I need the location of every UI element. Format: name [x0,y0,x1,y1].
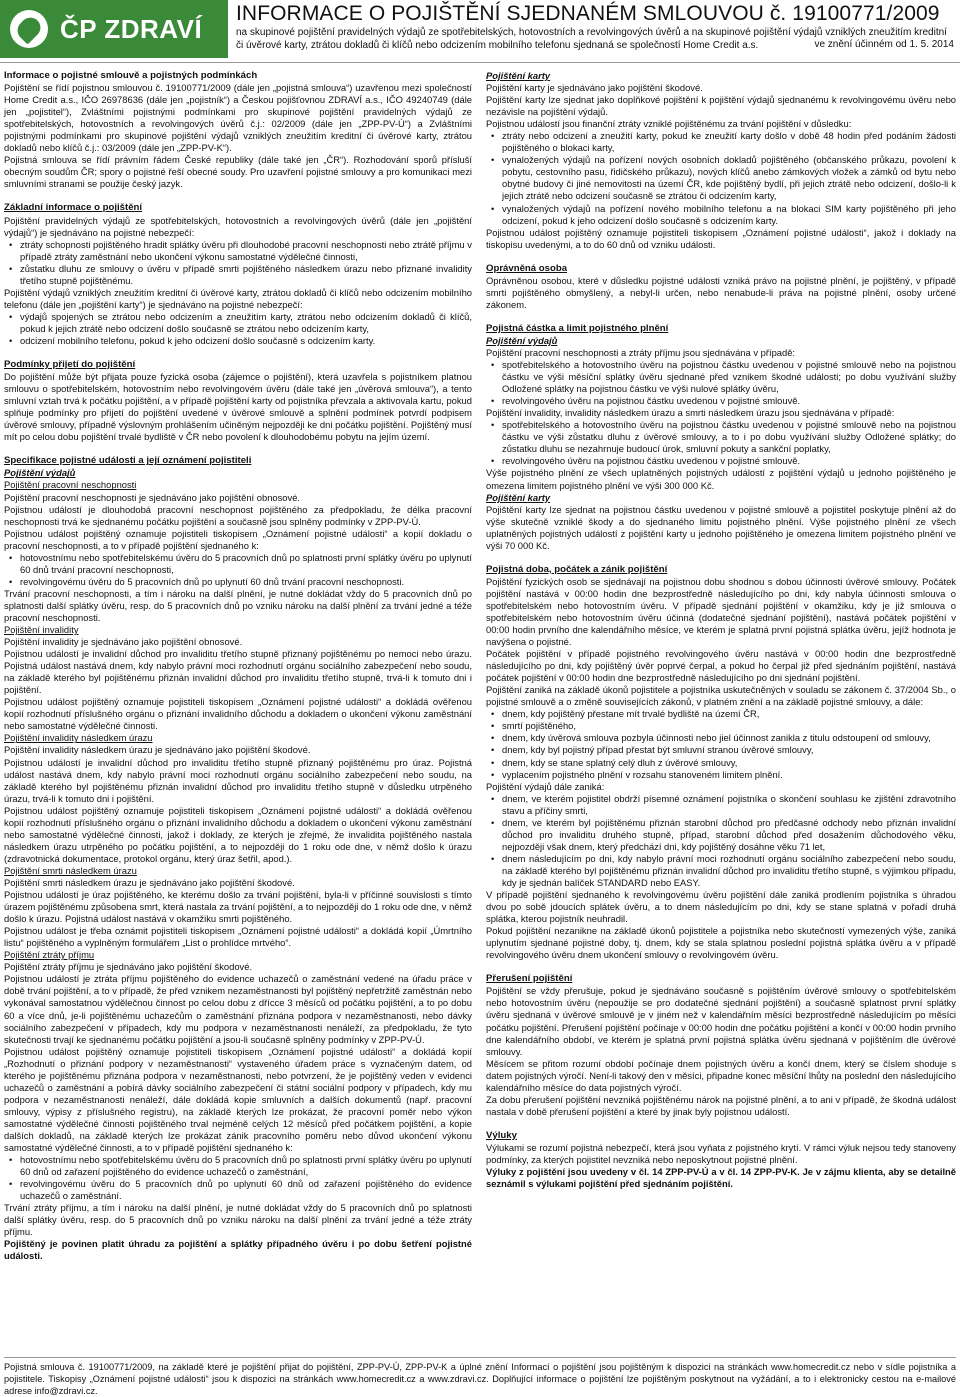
list-item: • výdajů spojených se ztrátou nebo odcizením a zneužitím karty, ztrátou nebo odcizením dokladů či klíčů, pokud k jejich ztrátě nebo odcizení došlo současně se ztrátou nebo odcizením karty, [4,311,472,335]
list-item: • smrtí pojištěného, [486,720,956,732]
list-item: • dnem, kdy pojištěný přestane mít trvalé bydliště na území ČR, [486,708,956,720]
bullet-list [486,419,956,467]
paragraph: Počátek pojištění v případě pojistného revolvingového úvěru nastává v 00:00 hodin dne bezprostředně následujícího po dni, kdy pojištěný úvěr poprvé čerpal, a pokud ho čerpal již před sjednáním pojištění, nastává počátek pojištění v 00:00 hodin dne bezprostředně následujícího po dni sjednání pojištění. [486,648,956,684]
section-title: Specifikace pojistné události a její oznámení pojistiteli [4,455,252,467]
bullet-list [4,1154,472,1202]
paragraph: Pojištění ztráty příjmu je sjednáváno jako pojištění škodové. [4,961,253,973]
paragraph: Pojištění karty lze sjednat na pojistnou částku uvedenou v pojistné smlouvě a pojistitel poskytuje plnění až do výše skutečně vzniklé škody a do sjednaného limitu pojistného plnění. Výše pojistného plnění ze všech uplatněných pojistných událostí z pojištění karty u jednoho pojištěného je omezena limitem pojistného plnění ve výši 70 000 Kč. [486,503,956,551]
logo [0,0,228,58]
paragraph: Pojistnou událostí je ztráta příjmu pojištěného do evidence uchazečů o zaměstnání vedené na úřadu práce v době trvání pojištění, a to v případě, že před vznikem nezaměstnanosti byl pojištěný nepřetržitě zaměstnán nebo vykonával samostatnou výdělečnou činnost po celou dobu z dřícce 3 měsíců od počátku pojištění, a to po dobu 60 a více dnů, je-li pojištěnému uchazečům o zaměstnání přiznána podpora v nezaměstnanosti, nebo dávky sociálního zabezpečení v případech, kdy mu podpora v nezaměstnanosti nenáleží, za předpokladu, že tyto skutečnosti trvají ke sjednanému počátku pojištění a jsou-li současně splněny podmínky v ZPP-PV-Ú. [4,973,472,1045]
bullet-list [4,311,472,347]
section-title: Přerušení pojištění [486,973,573,985]
paragraph: Pojištění invalidity následkem úrazu je sjednáváno jako pojištění škodové. [4,744,311,756]
list-item: • vynaložených výdajů na pořízení nového mobilního telefonu a na blokaci SIM karty pojištěného při jeho odcizení, pokud k jeho odcizení došlo současně s odcizením karty. [486,203,956,227]
paragraph: Výše pojistného plnění ze všech uplatněných pojistných událostí z pojištění výdajů u jednoho pojištěného je omezena limitem pojistného plnění ve výši 300 000 Kč. [486,467,956,491]
paragraph: Pojistnou událostí je invalidní důchod pro invaliditu třetího stupně přiznaný pojištěnému po nemoci nebo úrazu. Pojistná událost nastává dnem, kdy nabylo právní moci rozhodnutí orgánu sociálního zabezpečení nebo soudu, na základě kterého byl pojištěnému přiznán invalidní důchod pro invaliditu třetího stupně, trvá-li k tomuto dni i pojištění. [4,648,472,696]
paragraph: Pojistnou událost pojištěný oznamuje pojistiteli tiskopisem „Oznámení pojistné události“ a kopií dokladu o pracovní neschopnosti, a to v případě pojištění sjednaného k: [4,527,472,551]
bullet-list [486,359,956,407]
paragraph: Pojistnou událostí je úraz pojištěného, ke kterému došlo za trvání pojištění, byla-li v příčinné souvislosti s tímto úrazem pojištěnému způsobena smrt, která nastala za trvání pojištění, a to nejpozději do 1 roku ode dne, v němž došlo k úrazu. Pojistná událost nastává v okamžiku smrti pojištěného. [4,889,472,925]
paragraph: Pojištění karty je sjednáváno jako pojištění škodové. [486,82,703,94]
left-column [4,70,472,1263]
list-item: • dnem, kdy se stane splatný celý dluh z úvěrové smlouvy, [486,757,956,769]
list-item: • dnem následujícím po dni, kdy nabylo právní moci rozhodnutí orgánu sociálního zabezpečení nebo soudu, na základě kterého byl pojištěnému přiznán invalidní důchod pro invaliditu třetího stupně, s výjimkou případu, kdy je sjednán balíček STANDARD nebo EASY. [486,853,956,889]
document-subtitle: na skupinové pojištění pravidelných výdajů ze spotřebitelských, hotovostních a revolvingových úvěrů a na skupinové pojištění výdajů vzniklých zneužitím kreditní či úvěrové karty, ztrátou dokladů či klíčů nebo odcizením mobilního telefonu sjednaná se společností Home Credit a.s. [236,27,947,51]
paragraph: Pojištění pracovní neschopnosti je sjednáváno jako pojištění obnosové. [4,491,301,503]
paragraph: Do pojištění může být přijata pouze fyzická osoba (zájemce o pojištění), která uzavřela s pojistníkem platnou smlouvu o spotřebitelském, hotovostním nebo revolvingovém úvěru (dále také jen „úvěrová smlouva“), a tento smluvní vztah trvá k počátku pojištění, a v případě pojištění karty od pojistníka převzala a aktivovala kartu, pokud splňuje podmínky pro přijetí do pojištění uvedené v úvěrové smlouvě a splnění podmínek potvrdí podpisem úvěrové smlouvy, případně výslovným prohlášením učiněným nejpozději ke dni počátku pojištění. Pojištěný musí mít po celou dobu pojištění trvalé bydliště v ČR nebo povolení k dlouhodobému pobytu na jejím území. [4,371,472,443]
list-item: • ztráty schopnosti pojištěného hradit splátky úvěru při dlouhodobé pracovní neschopnosti nebo ztrátě příjmu v případě ztráty zaměstnání nebo ukončení výkonu samostatné výdělečné činnosti, [4,239,472,263]
paragraph: Pojištění se řídí pojistnou smlouvou č. 19100771/2009 (dále jen „pojistná smlouva“) uzavřenou mezi společností Home Credit a.s., IČO 26978636 (dále jen „pojistník“) a Českou pojišťovnou ZDRAVÍ a.s., IČO 49240749 (dále jen „pojistitel“), Zvláštními pojistnými podmínkami pro skupinové pojištění pravidelných výdajů ze spotřebitelských, hotovostních a revolvingových úvěrů č.j.: 02/2009 (dále jen „ZPP-PV-Ú“) a Zvláštními pojistnými podmínkami pro skupinové pojištění výdajů vzniklých zneužitím kreditní či úvěrové karty, ztrátou dokladů nebo klíčů č.j.: 03/2009 (dále jen „ZPP-PV-K“). [4,82,472,154]
list-item: • dnem, ve kterém pojistitel obdrží písemné oznámení pojistníka o skončení souhlasu ke zjištění zdravotního stavu a příčiny smrti, [486,793,956,817]
section-title: Výluky [486,1129,517,1141]
paragraph: Pojištění invalidity, invalidity následkem úrazu a smrti následkem úrazu jsou sjednávána v případě: [486,407,895,419]
subsection-heading: Pojištění pracovní neschopnosti [4,479,137,491]
paragraph: Oprávněnou osobou, které v důsledku pojistné události vzniká právo na pojistné plnění, je pojištěný, v případě smrti pojištěného obmyšlený, a nebyl-li určen, nebo nenabude-li práva na pojistné plnění, osoby určené zákonem. [486,274,956,310]
paragraph: Trvání ztráty příjmu, a tím i nároku na další plnění, je nutné dokládat vždy do 5 pracovních dnů po splatnosti další splátky úvěru, resp. do 5 pracovních dnů po vzniku nároku na další plnění za trvání jedné a téže ztráty příjmu. [4,1202,472,1238]
right-column [486,70,956,1190]
paragraph: Pojištění zaniká na základě úkonů pojistitele a pojistníka uskutečněných v souladu se zákonem č. 37/2004 Sb., o pojistné smlouvě a o změně souvisejících zákonů, v platném znění a na základě pojistné smlouvy, a dále: [486,684,956,708]
list-item: • dnem, kdy úvěrová smlouva pozbyla účinnosti nebo jiel účinnost zanikla z titulu odstoupení od smlouvy, [486,732,956,744]
list-item: • vynaložených výdajů na pořízení nových osobních dokladů pojištěného (občanského průkazu, povolení k pobytu, cestovního pasu, řidičského průkazu), nových klíčů anebo zámkových vložek a zámků od bytu nebo obytné budovy či jiné nemovitosti na území ČR, kde pojištěný bydlí, při jejich ztrátě nebo odcizení, došlo-li k jejich ztrátě nebo odcizení současně se ztrátou či odcizením karty, [486,154,956,202]
subsection-heading: Pojištění smrti následkem úrazu [4,864,137,876]
logo-text: ČP ZDRAVÍ [60,13,203,44]
section-title: Základní informace o pojištění [4,202,143,214]
list-item: • zůstatku dluhu ze smlouvy o úvěru v případě smrti pojištěného následkem úrazu nebo přiznané invalidity třetího stupně pojištěnému. [4,263,472,287]
bullet-list [4,239,472,287]
paragraph: Pojistnou událostí je invalidní důchod pro invaliditu třetího stupně přiznaný pojištěnému pro úraz. Pojistná událost nastává dnem, kdy nabylo právní moci rozhodnutí orgánu sociálního zabezpečení nebo soudu, na základě kterého byl pojištěnému přiznán invalidní důchod pro invaliditu třetího stupně v důsledku utrpěného úrazu, trvá-li k tomuto dni i pojištění. [4,756,472,804]
subsection-title: Pojištění karty [486,491,551,503]
list-item: • hotovostnímu nebo spotřebitelskému úvěru do 5 pracovních dnů po splatnosti první splátky úvěru po uplynutí 60 dnů od zařazení pojištěného do evidence uchazečů o zaměstnání, [4,1154,472,1178]
paragraph: Pojistná smlouva se řídí právním řádem České republiky (dále také jen „ČR“). Rozhodování sporů přísluší obecným soudům ČR; spory o pojistné řeší obecné soudy. Pro uzavření pojistné smlouvy a pro komunikaci mezi smluvními stranami se použije český jazyk. [4,154,472,190]
paragraph: Pojištění výdajů dále zaniká: [486,780,605,792]
paragraph: Pojistnou událostí je dlouhodobá pracovní neschopnost pojištěného za předpokladu, že délka pracovní neschopnosti trvá ke sjednanému počátku pojištění a současně jsou splněny podmínky v ZPP-PV-Ú. [4,503,472,527]
paragraph: Pojištění pracovní neschopnosti a ztráty příjmu jsou sjednávána v případě: [486,346,796,358]
list-item: • odcizení mobilního telefonu, pokud k jeho odcizení došlo současně s odcizením karty. [4,335,472,347]
paragraph: Pojištění pravidelných výdajů ze spotřebitelských, hotovostních a revolvingových úvěrů (dále jen „pojištění výdajů“) je sjednáváno na pojistné nebezpečí: [4,214,472,238]
header-divider [0,62,960,63]
subsection-title: Pojištění výdajů [486,334,558,346]
list-item: • dnem, kdy byl pojistný případ přestat být smluvní stranou úvěrové smlouvy, [486,744,956,756]
list-item: • vyplacením pojistného plnění v rozsahu stanoveném limitem plnění. [486,769,956,781]
list-item: • spotřebitelského a hotovostního úvěru na pojistnou částku uvedenou v pojistné smlouvě nebo na pojistnou částku ve výši zůstatku dluhu z úvěrové smlouvy, a to i po dobu využívání služby Odložené splátky; do zůstatku dluhu se nezahrnuje budoucí úrok, smluvní pokuty a sankční poplatky, [486,419,956,455]
paragraph: Pojistnou událost pojištěný oznamuje pojistiteli tiskopisem „Oznámení pojistné události“ a dokládá ověřenou kopií rozhodnutí příslušného orgánu o přiznání invalidního důchodu a dokladem o ukončení výkonu zaměstnání nebo samostatné výdělečné činnosti, jakož i doklady, ze kterých je zřejmé, že invalidita pojištěného nastala následkem úrazu utrpěného po počátku pojištění, a to nejpozději do 1 roku ode dne, v němž došlo k úrazu (zdravotnická dokumentace, protokol orgánu, který úraz šetřil, apod.). [4,804,472,864]
page-header [0,0,960,60]
paragraph: Pojištění smrti následkem úrazu je sjednáváno jako pojištění škodové. [4,877,295,888]
subsection-heading: Pojištění invalidity následkem úrazu [4,732,153,744]
bullet-list [486,793,956,889]
section-title: Podmínky přijetí do pojištění [4,359,136,371]
page-footer: Pojistná smlouva č. 19100771/2009, na základě které je pojištění přijat do pojištění, ZPP-PV-Ú, ZPP-PV-K a úplné znění Informací o pojištění jsou pojištěným k dispozici na stránkách www.homecredit.cz nebo v sídle pojistníka a pojistitele. Tiskopisy „Oznámení pojistné události“ jsou k dispozici na stránkách www.homecredit.cz a www.zdravi.cz. Doplňující informace o pojištění lze pojištěným poskytnout na vyžádání, a to i elektronicky cestou na e-mailové adrese info@zdravi.cz. [4,1357,956,1397]
leaf-logo-icon [10,10,48,48]
important-note: Výluky z pojištění jsou uvedeny v čl. 14 ZPP-PV-Ú a v čl. 14 ZPP-PV-K. Je v zájmu klienta, aby se detailně seznámil s výlukami pojištění před sjednáním pojištění. [486,1166,956,1190]
list-item: • revolvingovému úvěru do 5 pracovních dnů po uplynutí 60 dnů trvání pracovní neschopnosti. [4,576,472,588]
list-item: • revolvingového úvěru na pojistnou částku uvedenou v pojistné smlouvě. [486,455,956,467]
section-title: Pojistná doba, počátek a zánik pojištění [486,563,668,575]
list-item: • revolvingového úvěru na pojistnou částku uvedenou v pojistné smlouvě. [486,395,956,407]
section-title: Oprávněná osoba [486,262,568,274]
subsection-heading: Pojištění ztráty příjmu [4,949,95,961]
list-item: • revolvingovému úvěru do 5 pracovních dnů po uplynutí 60 dnů od zařazení pojištěného do evidence uchazečů o zaměstnání. [4,1178,472,1202]
paragraph: Pojištění invalidity je sjednáváno jako pojištění obnosové. [4,636,243,648]
paragraph: Pokud pojištění nezanikne na základě úkonů pojistitele a pojistníka nebo skutečností vymezených výše, zaniká uplynutím sjednané pojistné doby, tj. dnem, kdy se stala splatnou poslední pojistná splátka úvěru a v případě revolvingového úvěru dnem ukončení smlouvy o revolvingovém úvěru. [486,925,956,961]
paragraph: Pojistnou událost pojištěný oznamuje pojistiteli tiskopisem „Oznámení pojistné události“ a dokládá kopií „Rozhodnutí o přiznání podpory v nezaměstnanosti“ vystaveného úřadem práce s vyznačeným datem, od kterého je pojištěnému přiznána podpora v nezaměstnanosti, nebo potvrzení, že je pojištěný veden v evidenci uchazečů o zaměstnání a pobírá dávky sociálního zabezpečení či státní sociální podpory v případech, kdy mu podpora v nezaměstnanosti nenáleží, dále dokládá kopie smluvních a dalších dokumentů (např. pracovní smlouvy, výpisy z příslušného registru), na základě kterých lze prokázat, že pracovní poměr nebo výkon samostatné výdělečné činnosti pojištěného trval nejméně celých 12 měsíců před počátkem pojištění, a kopie dalších dokladů, na základě kterých lze prokázat zánik pracovního poměru nebo důvod ukončení výkonu samostatné výdělečné činnosti, a to v případě pojištění sjednaného k: [4,1045,472,1154]
list-item: • spotřebitelského a hotovostního úvěru na pojistnou částku uvedenou v pojistné smlouvě nebo na pojistnou částku ve výši měsíční splátky úvěru sjednané před vznikem škodné události; po dobu využívání služby Odložené splátky na pojistnou částku ve výši nulové splátky úvěru, [486,359,956,395]
paragraph: Pojištění se vždy přerušuje, pokud je sjednáváno současně s pojištěním úvěrové smlouvy o spotřebitelském nebo hotovostním úvěru (nepoužije se pro dodatečné sjednání pojištění) a současně splatnost první splátky úvěru sjednaná v úvěrové smlouvě je v jiném než v kalendářním měsíci bezprostředně následujícím po měsíci počátku pojištění. Přerušení pojištění počínaje v 00:00 hodin dne počátku pojištění a končí v 00:00 hodin prvního dne kalendářního období, ve kterém je splatná první pojistná splátka úvěru sjednaná v pojištěním dle úvěrové smlouvy. [486,985,956,1057]
list-item: • dnem, ve kterém byl pojištěnému přiznán starobní důchod pro předčasné odchody nebo přiznán invalidní důchod pro invaliditu druhého stupně, případ, starobní důchod před dosažením důchodového věku, nejpozději však dnem, který předchází dni, kdy pojištěný dosáhne věku 71 let, [486,817,956,853]
section-title: Pojistná částka a limit pojistného plnění [486,322,669,334]
paragraph: Pojištění fyzických osob se sjednávají na pojistnou dobu shodnou s dobou účinnosti úvěrové smlouvy. Počátek pojištění nastává v 00:00 hodin dne bezprostředně následujícího po dni, kdy nabyla účinnosti smlouva o spotřebitelském nebo hotovostním úvěru. V případě sjednání pojištění v okamžiku, kdy je již smlouva o spotřebitelském nebo hotovostním úvěru účinná (dodatečné sjednání pojištění), nastává počátek pojištění v 00:00 hodin prvního dne kalendářního měsíce, ve kterém je splatná první pojistná splátka úvěru, jejíž hodnota je navýšena o pojistné. [486,575,956,648]
effective-date: ve znění účinném od 1. 5. 2014 [810,39,954,50]
subsection-title: Pojištění výdajů [4,467,76,479]
list-item: • hotovostnímu nebo spotřebitelskému úvěru do 5 pracovních dnů po splatnosti první splátky úvěru po uplynutí 60 dnů trvání pracovní neschopnosti, [4,552,472,576]
bullet-list [4,552,472,588]
bullet-list [486,130,956,226]
paragraph: V případě pojištění sjednaného k revolvingovému úvěru pojištění dále zaniká prodlením pojistníka s úhradou dvou po sobě jdoucích splátek úvěru, a to dnem následujícím po dni, kdy se stane splatná v pořadí druhá splátka, kterou pojistník neuhradil. [486,889,956,925]
list-item: • ztráty nebo odcizení a zneužití karty, pokud ke zneužití karty došlo v době 48 hodin před podáním žádosti pojištěného o blokaci karty, [486,130,956,154]
paragraph: Výlukami se rozumí pojistná nebezpečí, která jsou vyňata z pojistného krytí. V rámci výluk nejsou tedy stanoveny podmínky, za kterých pojistitel nevzniká nebo neposkytnout pojistné plnění. [486,1141,956,1165]
paragraph: Pojištění výdajů vzniklých zneužitím kreditní či úvěrové karty, ztrátou dokladů či klíčů nebo odcizením mobilního telefonu (dále jen „pojištění karty“) je sjednáváno na pojistné nebezpečí: [4,286,472,310]
paragraph: Pojistnou událost pojištěný oznamuje pojistiteli tiskopisem „Oznámení pojistné události“, jakož i doklady na tiskopisu uvedenými, a to do 60 dnů od vzniku události. [486,226,956,250]
paragraph: Za dobu přerušení pojištění nevzniká pojištěnému nárok na pojistné plnění, a to ani v případě, že škodná událost nastala v době přerušení pojištění a které by jinak byly pojistnou událostí. [486,1093,956,1117]
important-note: Pojištěný je povinen platit úhradu za pojištění a splátky případného úvěru i po dobu šetření pojistné události. [4,1238,472,1262]
paragraph: Pojištění karty lze sjednat jako doplňkové pojištění k pojištění výdajů sjednanému k revolvingovému úvěru nebo nezávisle na pojištění výdajů. [486,94,956,118]
paragraph: Pojistnou událost pojištěný oznamuje pojistiteli tiskopisem „Oznámení pojistné události“ a dokládá ověřenou kopií rozhodnutí příslušného orgánu o přiznání invalidního důchodu a dokladem o ukončení výkonu zaměstnání nebo samostatné výdělečné činnosti. [4,696,472,732]
section-title: Informace o pojistné smlouvě a pojistných podmínkách [4,70,258,81]
subsection-heading: Pojištění invalidity [4,624,79,636]
document-title: INFORMACE O POJIŠTĚNÍ SJEDNANÉM SMLOUVOU č. 19100771/2009 [236,2,940,25]
paragraph: Trvání pracovní neschopnosti, a tím i nároku na další plnění, je nutné dokládat vždy do 5 pracovních dnů po splatnosti další splátky úvěru, resp. do 5 pracovních dnů po vzniku nároku na další plnění za trvání jedné a téže pracovní neschopnosti. [4,587,472,623]
paragraph: Pojistnou událost je třeba oznámit pojistiteli tiskopisem „Oznámení pojistné události“ a dokládá kopií „Úmrtního listu“ pojištěného a vyplněným formulářem „List o prohlídce mrtvého“. [4,925,472,949]
subsection-title: Pojištění karty [486,70,551,81]
paragraph: Pojistnou událostí jsou finanční ztráty vzniklé pojištěnému za trvání pojištění v důsledku: [486,118,852,130]
paragraph: Měsícem se přitom rozumí období počínaje dnem pojistných úvěru a končí dnem, který se číslem shoduje s datem pojistných výročí. Není-li takový den v měsíci, připadne konec měsíční lhůty na poslední den následujícího kalendářního měsíce do data pojistných výročí. [486,1057,956,1093]
bullet-list [486,708,956,780]
